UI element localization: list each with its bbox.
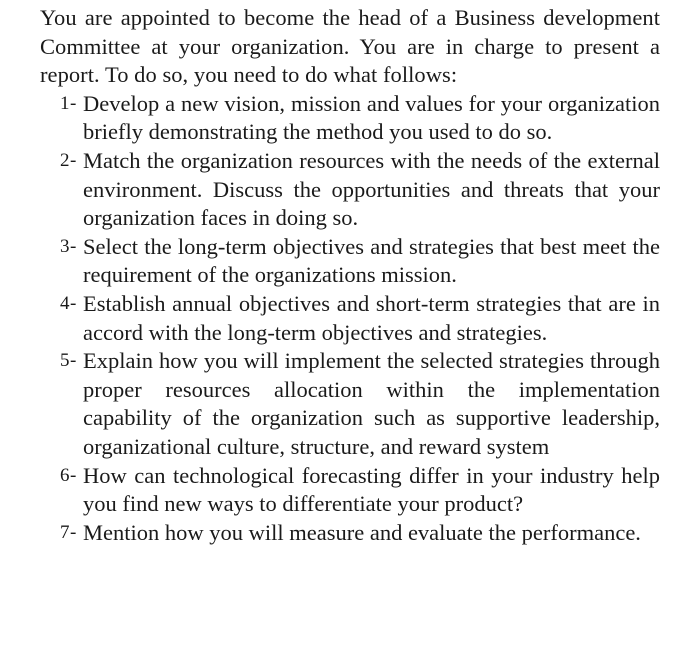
- task-item-4: [40, 290, 660, 347]
- task-number: 3-: [60, 235, 77, 257]
- task-text: Match the organization resources with the needs of the external environment. Discuss the opportunities and threats that your organization faces in doing so.: [83, 147, 660, 231]
- task-text: Establish annual objectives and short-term strategies that are in accord with the long-term objectives and strategies.: [83, 290, 660, 345]
- task-text: How can technological forecasting differ in your industry help you find new ways to differentiate your product?: [83, 462, 660, 517]
- task-item-6: [40, 462, 660, 519]
- task-item-3: [40, 233, 660, 290]
- task-text: Select the long-term objectives and strategies that best meet the requirement of the organizations mission.: [83, 233, 660, 288]
- task-number: 6-: [60, 464, 77, 486]
- task-number: 2-: [60, 149, 77, 171]
- task-text: Explain how you will implement the selected strategies through proper resources allocation within the implementation capability of the organization such as supportive leadership, organizational culture, structure, and reward system: [83, 348, 660, 459]
- task-number: 7-: [60, 521, 77, 543]
- task-item-1: [40, 90, 660, 147]
- task-text: Develop a new vision, mission and values for your organization briefly demonstrating the method you used to do so.: [83, 90, 660, 145]
- task-item-5: [40, 347, 660, 461]
- task-number: 4-: [60, 292, 77, 314]
- task-text: Mention how you will measure and evaluate the performance.: [83, 519, 641, 545]
- task-item-2: [40, 147, 660, 233]
- task-number: 1-: [60, 92, 77, 114]
- task-list: [40, 90, 660, 548]
- task-number: 5-: [60, 350, 77, 372]
- document-page: [40, 0, 660, 547]
- task-item-7: [40, 519, 660, 548]
- intro-paragraph: You are appointed to become the head of a Business development Committee at your organization. You are in charge to present a report. To do so, you need to do what follows:: [40, 5, 660, 88]
